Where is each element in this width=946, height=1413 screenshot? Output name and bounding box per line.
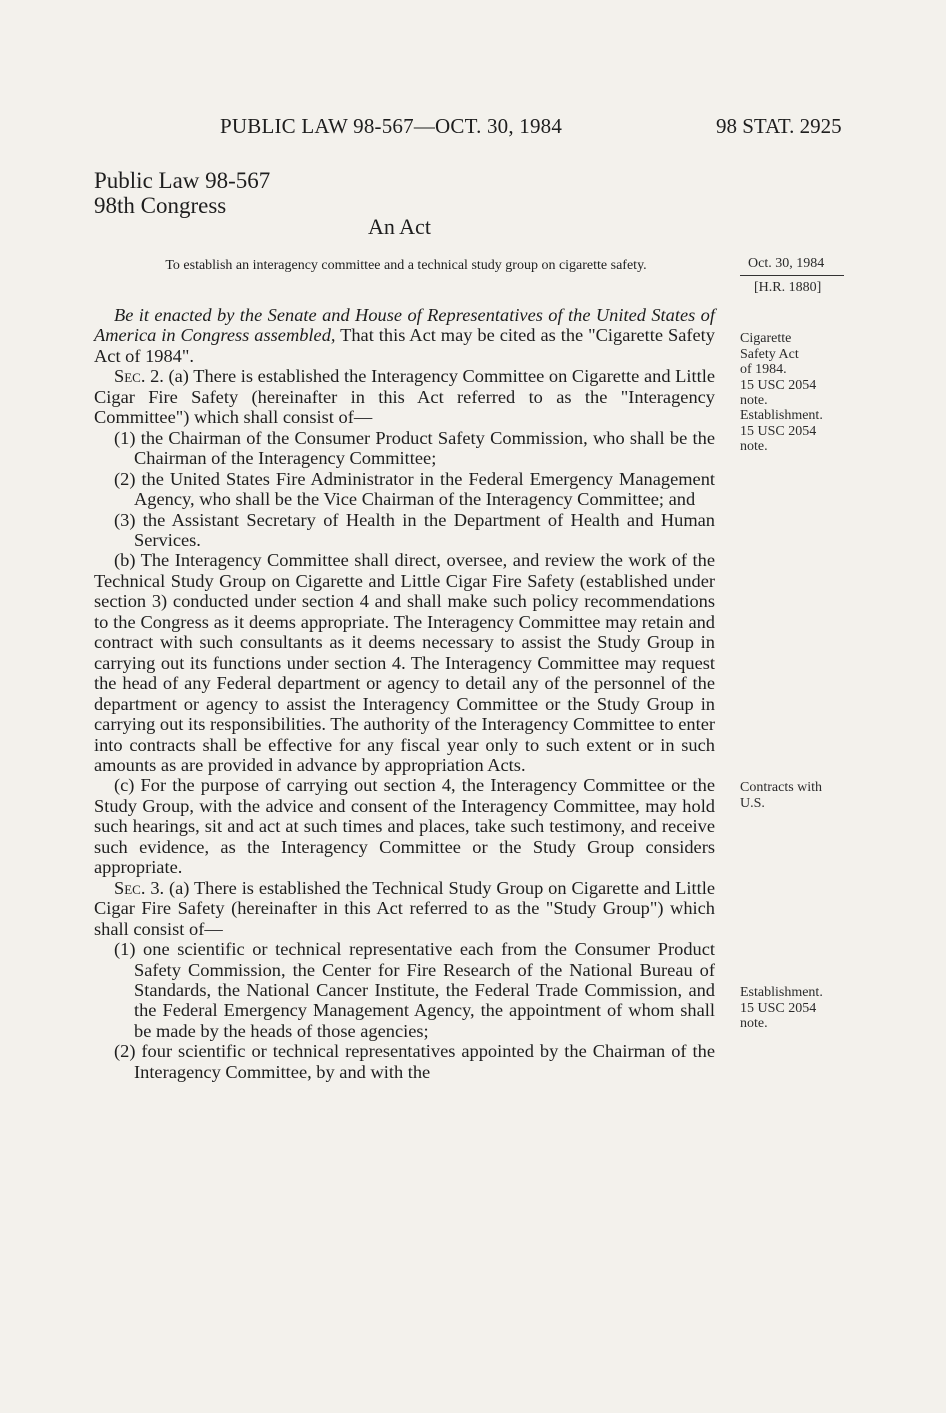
act-purpose: To establish an interagency committee and a technical study group on cigarette safety. [165, 258, 647, 273]
margin-line: Contracts with [740, 780, 823, 795]
section-3-a-1: (1) one scientific or technical representative each from the Consumer Product Safety Commission, the Center for Fire Research of the National Bureau of Standards, the National Cancer Institute, the Federal Trade Commission, and the Federal Emergency Management Agency, the appointment of whom shall be made by the heads of those agencies; [114, 939, 715, 1041]
congress-number: 98th Congress [94, 193, 227, 218]
margin-note-establishment-2 [740, 985, 850, 1032]
margin-line: 15 USC 2054 [740, 423, 817, 439]
margin-line: Cigarette [740, 331, 792, 346]
margin-rule [740, 275, 844, 276]
section-2-a-3: (3) the Assistant Secretary of Health in the Department of Health and Human Services. [114, 509, 715, 550]
margin-line: of 1984. [740, 362, 787, 377]
short-title-text: That this Act may be cited as the "Cigarette Safety Act of 1984". [94, 325, 715, 366]
section-2-a-1: (1) the Chairman of the Consumer Product Safety Commission, who shall be the Chairman of the Interagency Committee; [114, 427, 715, 469]
margin-line: U.S. [740, 795, 765, 811]
running-head: PUBLIC LAW 98-567—OCT. 30, 1984 [220, 114, 563, 138]
enacting-paragraph [94, 305, 715, 366]
section-2-a [94, 366, 715, 427]
public-law-number: Public Law 98-567 [94, 168, 271, 193]
margin-line: Safety Act [740, 346, 799, 362]
bill-number: [H.R. 1880] [754, 279, 822, 295]
section-2-b: (b) The Interagency Committee shall direct, oversee, and review the work of the Technical Study Group on Cigarette and Little Cigar Fire Safety (established under section 3) conducted under section 4 and shall make such policy recommendations to the Congress as it deems appropriate. The Interagency Committee may retain and contract with such consultants as it deems necessary to assist the Study Group in carrying out its functions under section 4. The Interagency Committee may request the head of any Federal department or agency to detail any of the personnel of the department or agency to assist the Interagency Committee or the Study Group in carrying out its responsibilities. The authority of the Interagency Committee to enter into contracts shall be effective for any fiscal year only to such extent or in such amounts as are provided in advance by appropriation Acts. [94, 550, 715, 775]
section-label: Sec. 2. [114, 366, 164, 387]
enactment-date: Oct. 30, 1984 [748, 256, 825, 271]
margin-line: note. [740, 1016, 768, 1031]
section-3-a-2: (2) four scientific or technical representatives appointed by the Chairman of the Interagency Committee, by and with the [114, 1041, 715, 1082]
section-text: (a) There is established the Interagency Committee on Cigarette and Little Cigar Fire Safety (hereinafter in this Act referred to as the "Interagency Committee") which shall consist of— [94, 366, 715, 428]
margin-line: 15 USC 2054 [740, 377, 817, 393]
statutes-reference: 98 STAT. 2925 [716, 114, 842, 138]
margin-line: note. [740, 439, 768, 454]
margin-line: 15 USC 2054 [740, 1000, 817, 1016]
margin-line: Establishment. [740, 985, 823, 1000]
section-3-a [94, 878, 715, 939]
margin-note-establishment-1 [740, 408, 850, 455]
margin-note-short-title [740, 331, 850, 409]
section-2-c: (c) For the purpose of carrying out section 4, the Interagency Committee or the Study Group, with the advice and consent of the Interagency Committee, may hold such hearings, sit and act at such times and places, take such testimony, and receive such evidence, as the Interagency Committee or the Study Group considers appropriate. [94, 775, 715, 878]
margin-line: note. [740, 393, 768, 408]
margin-note-contracts [740, 780, 850, 811]
section-text: (a) There is established the Technical Study Group on Cigarette and Little Cigar Fire Safety (hereinafter in this Act referred to as the "Study Group") which shall consist of— [94, 877, 715, 939]
section-label: Sec. 3. [114, 877, 165, 898]
enacting-clause: Be it enacted by the Senate and House of Representatives of the United States of America in Congress assembled, [94, 305, 715, 346]
statute-body [94, 305, 715, 1082]
margin-note-date [740, 256, 846, 295]
section-2-a-2: (2) the United States Fire Administrator in the Federal Emergency Management Agency, who shall be the Vice Chairman of the Interagency Committee; and [114, 468, 715, 510]
margin-line: Establishment. [740, 408, 823, 423]
law-identification [94, 168, 270, 218]
act-heading: An Act [368, 214, 431, 239]
